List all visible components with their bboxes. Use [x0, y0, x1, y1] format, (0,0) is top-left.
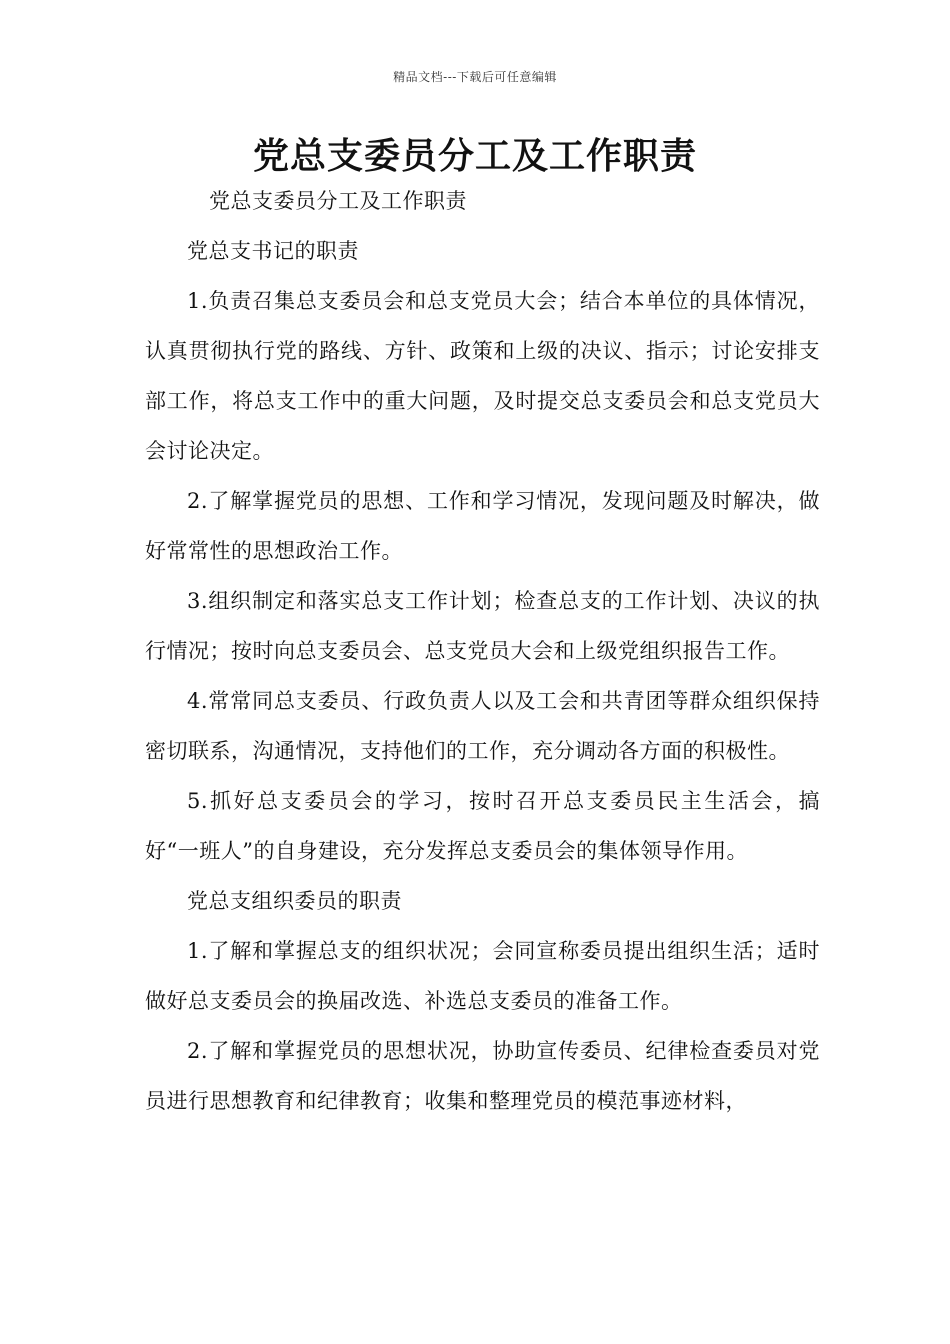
- header-note: 精品文档---下载后可任意编辑: [393, 70, 557, 84]
- paragraph: 5.抓好总支委员会的学习，按时召开总支委员民主生活会，搞好“一班人”的自身建设，充分发挥总支委员会的集体领导作用。: [145, 789, 820, 863]
- document-title: 党总支委员分工及工作职责: [252, 136, 697, 177]
- document-body: [145, 176, 820, 1126]
- section-heading-organization: 党总支组织委员的职责: [187, 889, 402, 913]
- paragraph: 1.了解和掌握总支的组织状况；会同宣称委员提出组织生活；适时做好总支委员会的换届改选、补选总支委员的准备工作。: [145, 939, 820, 1013]
- subtitle-paragraph: 党总支委员分工及工作职责: [209, 189, 467, 213]
- paragraph: 3.组织制定和落实总支工作计划；检查总支的工作计划、决议的执行情况；按时向总支委员会、总支党员大会和上级党组织报告工作。: [145, 589, 820, 663]
- paragraph: 1.负责召集总支委员会和总支党员大会；结合本单位的具体情况，认真贯彻执行党的路线、方针、政策和上级的决议、指示；讨论安排支部工作，将总支工作中的重大问题，及时提交总支委员会和总支党员大会讨论决定。: [145, 289, 820, 463]
- paragraph: 2.了解掌握党员的思想、工作和学习情况，发现问题及时解决，做好常常性的思想政治工作。: [145, 489, 820, 563]
- paragraph: 2.了解和掌握党员的思想状况，协助宣传委员、纪律检查委员对党员进行思想教育和纪律教育；收集和整理党员的模范事迹材料，: [145, 1039, 820, 1113]
- paragraph: 4.常常同总支委员、行政负责人以及工会和共青团等群众组织保持密切联系，沟通情况，支持他们的工作，充分调动各方面的积极性。: [145, 689, 820, 763]
- section-heading-secretary: 党总支书记的职责: [187, 239, 359, 263]
